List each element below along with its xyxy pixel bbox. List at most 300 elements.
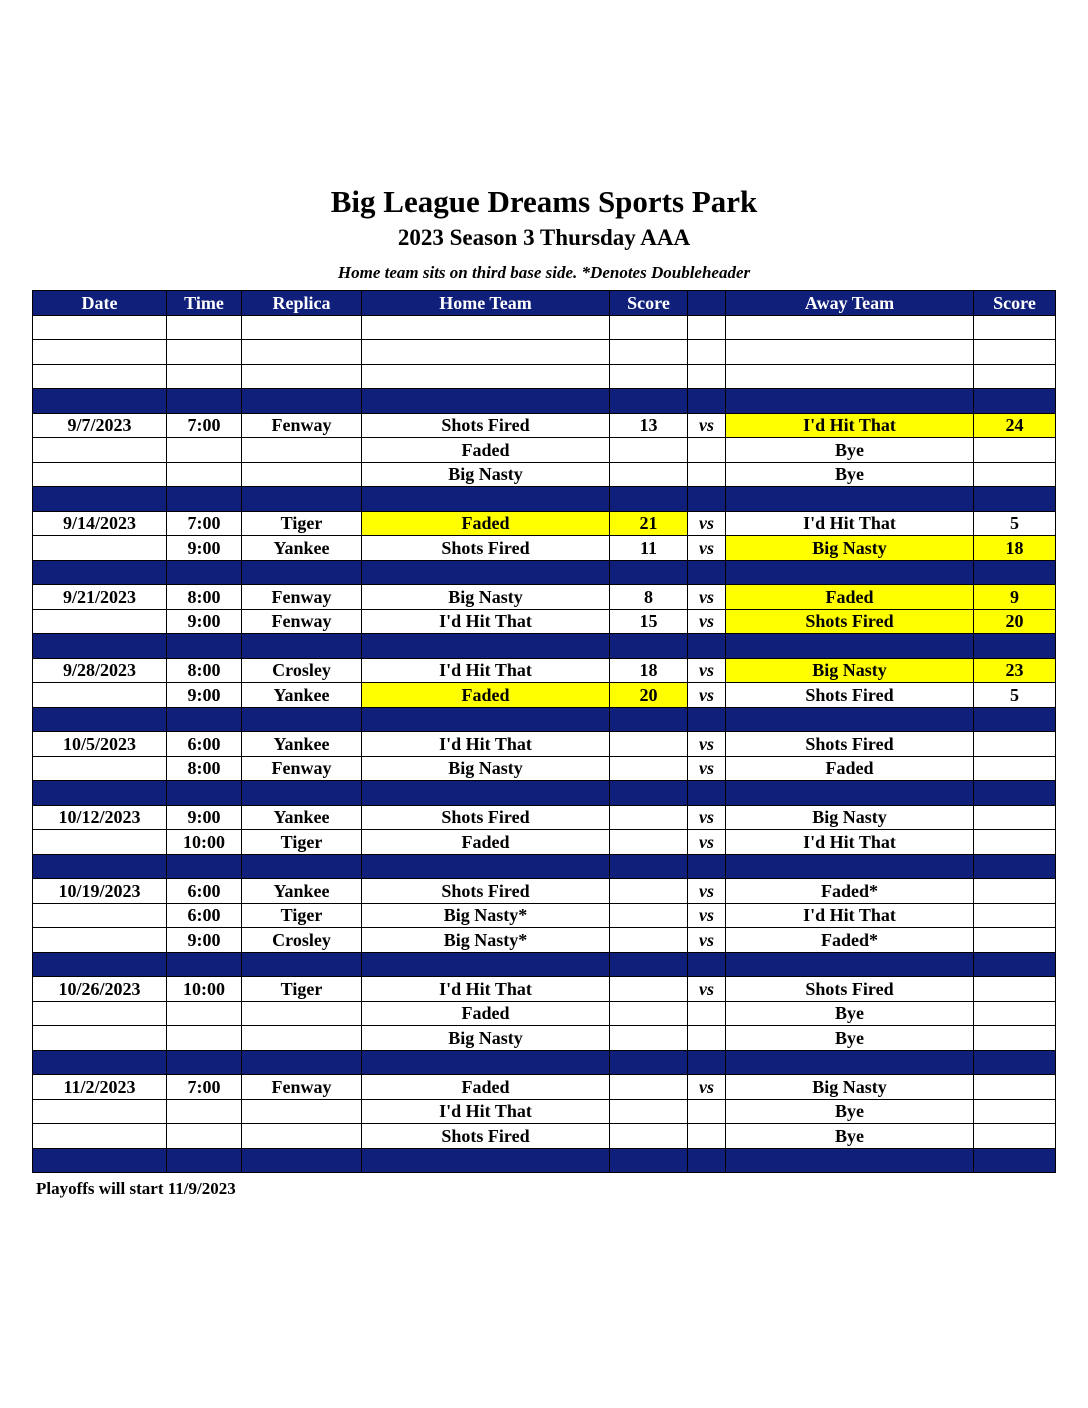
separator-cell <box>167 854 242 879</box>
vs-cell: vs <box>688 1075 726 1100</box>
separator-cell <box>362 707 610 732</box>
away-team-cell: Bye <box>726 1001 974 1026</box>
away-score-cell <box>974 928 1056 953</box>
separator-cell <box>362 634 610 659</box>
away-team-cell: Bye <box>726 438 974 463</box>
separator-cell <box>974 487 1056 512</box>
vs-cell <box>688 1001 726 1026</box>
away-team-cell: Shots Fired <box>726 732 974 757</box>
table-row <box>33 830 1056 855</box>
home-score-cell <box>610 1124 688 1149</box>
date-cell <box>33 1001 167 1026</box>
separator-cell <box>610 1050 688 1075</box>
week-separator-row <box>33 487 1056 512</box>
separator-cell <box>33 707 167 732</box>
vs-cell: vs <box>688 977 726 1002</box>
separator-cell <box>974 634 1056 659</box>
separator-cell <box>242 560 362 585</box>
date-cell <box>33 340 167 365</box>
time-cell: 8:00 <box>167 658 242 683</box>
vs-cell <box>688 462 726 487</box>
table-row <box>33 315 1056 340</box>
separator-cell <box>688 1050 726 1075</box>
replica-cell: Yankee <box>242 732 362 757</box>
date-cell: 9/7/2023 <box>33 413 167 438</box>
home-score-cell <box>610 1099 688 1124</box>
time-cell <box>167 1099 242 1124</box>
separator-cell <box>33 389 167 414</box>
home-team-cell: Faded <box>362 438 610 463</box>
separator-cell <box>726 634 974 659</box>
away-team-cell: Faded <box>726 585 974 610</box>
time-cell: 6:00 <box>167 879 242 904</box>
date-cell: 10/5/2023 <box>33 732 167 757</box>
table-row <box>33 928 1056 953</box>
away-team-cell: Faded <box>726 756 974 781</box>
separator-cell <box>33 854 167 879</box>
separator-cell <box>688 560 726 585</box>
away-score-cell <box>974 903 1056 928</box>
home-score-cell <box>610 928 688 953</box>
time-cell: 6:00 <box>167 903 242 928</box>
away-team-cell: Faded* <box>726 928 974 953</box>
home-score-cell <box>610 903 688 928</box>
replica-cell: Fenway <box>242 1075 362 1100</box>
time-cell: 7:00 <box>167 1075 242 1100</box>
home-score-cell: 18 <box>610 658 688 683</box>
separator-cell <box>610 781 688 806</box>
time-cell <box>167 438 242 463</box>
separator-cell <box>242 781 362 806</box>
home-score-cell <box>610 830 688 855</box>
replica-cell: Fenway <box>242 585 362 610</box>
separator-cell <box>610 487 688 512</box>
week-separator-row <box>33 560 1056 585</box>
replica-cell <box>242 340 362 365</box>
away-team-cell: Shots Fired <box>726 609 974 634</box>
replica-cell: Tiger <box>242 977 362 1002</box>
time-cell: 9:00 <box>167 928 242 953</box>
away-score-cell: 9 <box>974 585 1056 610</box>
page-subtitle: 2023 Season 3 Thursday AAA <box>397 225 691 250</box>
date-cell <box>33 830 167 855</box>
home-team-cell: I'd Hit That <box>362 1099 610 1124</box>
separator-cell <box>974 854 1056 879</box>
home-team-cell: Shots Fired <box>362 413 610 438</box>
replica-cell: Yankee <box>242 536 362 561</box>
separator-cell <box>33 1050 167 1075</box>
vs-cell: vs <box>688 536 726 561</box>
separator-cell <box>242 854 362 879</box>
week-separator-row <box>33 707 1056 732</box>
vs-cell <box>688 1124 726 1149</box>
col-home-score-header: Score <box>610 291 688 316</box>
away-team-cell <box>726 315 974 340</box>
separator-cell <box>33 952 167 977</box>
home-score-cell <box>610 364 688 389</box>
replica-cell: Tiger <box>242 903 362 928</box>
away-team-cell: Bye <box>726 1026 974 1051</box>
table-row <box>33 879 1056 904</box>
time-cell: 9:00 <box>167 609 242 634</box>
separator-cell <box>362 1050 610 1075</box>
separator-cell <box>167 1148 242 1173</box>
home-team-cell: I'd Hit That <box>362 609 610 634</box>
away-team-cell: I'd Hit That <box>726 830 974 855</box>
home-score-cell <box>610 438 688 463</box>
schedule-table <box>32 290 1056 1173</box>
week-separator-row <box>33 854 1056 879</box>
table-row <box>33 364 1056 389</box>
separator-cell <box>242 952 362 977</box>
home-team-cell: I'd Hit That <box>362 658 610 683</box>
home-score-cell <box>610 756 688 781</box>
separator-cell <box>688 781 726 806</box>
table-row <box>33 536 1056 561</box>
away-score-cell <box>974 340 1056 365</box>
table-row <box>33 1099 1056 1124</box>
date-cell <box>33 683 167 708</box>
vs-cell: vs <box>688 683 726 708</box>
home-score-cell <box>610 462 688 487</box>
vs-cell <box>688 315 726 340</box>
separator-cell <box>167 781 242 806</box>
separator-cell <box>33 781 167 806</box>
home-score-cell: 20 <box>610 683 688 708</box>
replica-cell <box>242 1026 362 1051</box>
time-cell <box>167 1001 242 1026</box>
week-separator-row <box>33 389 1056 414</box>
separator-cell <box>362 952 610 977</box>
date-cell: 10/19/2023 <box>33 879 167 904</box>
date-cell: 9/28/2023 <box>33 658 167 683</box>
home-team-cell <box>362 315 610 340</box>
separator-cell <box>167 634 242 659</box>
separator-cell <box>726 952 974 977</box>
away-score-cell <box>974 1001 1056 1026</box>
date-cell <box>33 928 167 953</box>
separator-cell <box>610 707 688 732</box>
date-cell: 9/14/2023 <box>33 511 167 536</box>
separator-cell <box>362 487 610 512</box>
away-score-cell: 24 <box>974 413 1056 438</box>
separator-cell <box>974 781 1056 806</box>
away-score-cell <box>974 1124 1056 1149</box>
separator-cell <box>974 1148 1056 1173</box>
replica-cell: Yankee <box>242 879 362 904</box>
time-cell: 6:00 <box>167 732 242 757</box>
away-team-cell: Shots Fired <box>726 977 974 1002</box>
home-team-cell: Big Nasty <box>362 756 610 781</box>
replica-cell: Tiger <box>242 830 362 855</box>
separator-cell <box>610 634 688 659</box>
col-replica-header: Replica <box>242 291 362 316</box>
separator-cell <box>726 487 974 512</box>
table-row <box>33 609 1056 634</box>
home-score-cell <box>610 1026 688 1051</box>
time-cell: 7:00 <box>167 511 242 536</box>
away-score-cell: 20 <box>974 609 1056 634</box>
home-team-cell: Faded <box>362 683 610 708</box>
away-team-cell: I'd Hit That <box>726 413 974 438</box>
time-cell <box>167 340 242 365</box>
time-cell <box>167 462 242 487</box>
table-row <box>33 756 1056 781</box>
date-cell <box>33 536 167 561</box>
vs-cell: vs <box>688 756 726 781</box>
away-score-cell: 5 <box>974 683 1056 708</box>
separator-cell <box>974 1050 1056 1075</box>
away-team-cell: Big Nasty <box>726 805 974 830</box>
home-team-cell <box>362 340 610 365</box>
vs-cell: vs <box>688 609 726 634</box>
away-team-cell: Big Nasty <box>726 536 974 561</box>
time-cell <box>167 315 242 340</box>
separator-cell <box>726 560 974 585</box>
away-team-cell: I'd Hit That <box>726 511 974 536</box>
time-cell: 9:00 <box>167 536 242 561</box>
vs-cell: vs <box>688 413 726 438</box>
separator-cell <box>167 952 242 977</box>
separator-cell <box>167 560 242 585</box>
away-score-cell: 23 <box>974 658 1056 683</box>
away-team-cell: Shots Fired <box>726 683 974 708</box>
date-cell <box>33 1124 167 1149</box>
time-cell: 8:00 <box>167 585 242 610</box>
home-score-cell: 13 <box>610 413 688 438</box>
home-team-cell <box>362 364 610 389</box>
time-cell: 10:00 <box>167 830 242 855</box>
date-cell <box>33 1099 167 1124</box>
away-score-cell <box>974 438 1056 463</box>
vs-cell: vs <box>688 658 726 683</box>
home-score-cell <box>610 1001 688 1026</box>
time-cell <box>167 1124 242 1149</box>
separator-cell <box>167 487 242 512</box>
page-title: Big League Dreams Sports Park <box>330 184 758 219</box>
col-away-score-header: Score <box>974 291 1056 316</box>
table-row <box>33 683 1056 708</box>
header-row <box>33 291 1056 316</box>
vs-cell: vs <box>688 830 726 855</box>
home-score-cell <box>610 1075 688 1100</box>
col-away-team-header: Away Team <box>726 291 974 316</box>
vs-cell: vs <box>688 903 726 928</box>
away-score-cell <box>974 756 1056 781</box>
home-team-cell: Big Nasty <box>362 1026 610 1051</box>
week-separator-row <box>33 1148 1056 1173</box>
separator-cell <box>726 707 974 732</box>
separator-cell <box>610 952 688 977</box>
separator-cell <box>726 854 974 879</box>
col-date-header: Date <box>33 291 167 316</box>
away-team-cell <box>726 340 974 365</box>
away-team-cell: Big Nasty <box>726 1075 974 1100</box>
vs-cell: vs <box>688 805 726 830</box>
date-cell: 10/12/2023 <box>33 805 167 830</box>
schedule-body <box>33 315 1056 1173</box>
vs-cell <box>688 340 726 365</box>
separator-cell <box>242 1050 362 1075</box>
col-time-header: Time <box>167 291 242 316</box>
home-team-cell: Faded <box>362 511 610 536</box>
date-cell <box>33 1026 167 1051</box>
table-row <box>33 438 1056 463</box>
home-team-cell: Big Nasty <box>362 462 610 487</box>
home-team-cell: Big Nasty* <box>362 903 610 928</box>
home-team-cell: I'd Hit That <box>362 732 610 757</box>
col-home-team-header: Home Team <box>362 291 610 316</box>
home-team-cell: Shots Fired <box>362 879 610 904</box>
away-score-cell <box>974 1075 1056 1100</box>
week-separator-row <box>33 634 1056 659</box>
replica-cell <box>242 1124 362 1149</box>
time-cell <box>167 1026 242 1051</box>
away-score-cell <box>974 830 1056 855</box>
separator-cell <box>726 389 974 414</box>
replica-cell: Fenway <box>242 609 362 634</box>
separator-cell <box>688 707 726 732</box>
replica-cell: Tiger <box>242 511 362 536</box>
separator-cell <box>242 634 362 659</box>
table-row <box>33 1001 1056 1026</box>
date-cell <box>33 315 167 340</box>
home-score-cell <box>610 340 688 365</box>
separator-cell <box>242 1148 362 1173</box>
home-team-cell: Faded <box>362 1001 610 1026</box>
away-score-cell <box>974 879 1056 904</box>
vs-cell <box>688 438 726 463</box>
home-score-cell <box>610 315 688 340</box>
replica-cell <box>242 364 362 389</box>
separator-cell <box>33 487 167 512</box>
away-team-cell: I'd Hit That <box>726 903 974 928</box>
time-cell: 9:00 <box>167 805 242 830</box>
away-score-cell <box>974 1026 1056 1051</box>
week-separator-row <box>33 1050 1056 1075</box>
week-separator-row <box>33 952 1056 977</box>
home-score-cell: 15 <box>610 609 688 634</box>
separator-cell <box>242 707 362 732</box>
separator-cell <box>688 1148 726 1173</box>
separator-cell <box>167 707 242 732</box>
separator-cell <box>610 854 688 879</box>
doubleheader-note: Home team sits on third base side. *Denotes Doubleheader <box>337 263 751 282</box>
date-cell <box>33 364 167 389</box>
vs-cell: vs <box>688 732 726 757</box>
home-team-cell: Shots Fired <box>362 536 610 561</box>
replica-cell <box>242 438 362 463</box>
playoffs-note: Playoffs will start 11/9/2023 <box>36 1179 236 1198</box>
table-row <box>33 413 1056 438</box>
replica-cell: Yankee <box>242 683 362 708</box>
home-score-cell <box>610 977 688 1002</box>
separator-cell <box>726 781 974 806</box>
vs-cell: vs <box>688 879 726 904</box>
separator-cell <box>974 389 1056 414</box>
separator-cell <box>33 1148 167 1173</box>
table-row <box>33 585 1056 610</box>
separator-cell <box>688 854 726 879</box>
replica-cell <box>242 1001 362 1026</box>
away-score-cell <box>974 732 1056 757</box>
home-score-cell: 21 <box>610 511 688 536</box>
separator-cell <box>610 560 688 585</box>
table-row <box>33 340 1056 365</box>
separator-cell <box>242 487 362 512</box>
home-score-cell: 11 <box>610 536 688 561</box>
away-score-cell <box>974 315 1056 340</box>
replica-cell: Fenway <box>242 413 362 438</box>
date-cell: 11/2/2023 <box>33 1075 167 1100</box>
away-team-cell: Bye <box>726 462 974 487</box>
separator-cell <box>167 389 242 414</box>
vs-cell <box>688 1099 726 1124</box>
home-team-cell: Faded <box>362 1075 610 1100</box>
separator-cell <box>974 560 1056 585</box>
replica-cell: Yankee <box>242 805 362 830</box>
separator-cell <box>974 707 1056 732</box>
table-row <box>33 462 1056 487</box>
separator-cell <box>688 952 726 977</box>
col-vs-header <box>688 291 726 316</box>
replica-cell <box>242 1099 362 1124</box>
home-score-cell: 8 <box>610 585 688 610</box>
separator-cell <box>726 1050 974 1075</box>
home-score-cell <box>610 805 688 830</box>
vs-cell: vs <box>688 585 726 610</box>
table-row <box>33 977 1056 1002</box>
away-score-cell <box>974 462 1056 487</box>
vs-cell: vs <box>688 511 726 536</box>
away-score-cell <box>974 1099 1056 1124</box>
separator-cell <box>688 487 726 512</box>
replica-cell <box>242 315 362 340</box>
home-score-cell <box>610 732 688 757</box>
table-row <box>33 511 1056 536</box>
time-cell: 9:00 <box>167 683 242 708</box>
date-cell <box>33 756 167 781</box>
table-row <box>33 805 1056 830</box>
table-row <box>33 732 1056 757</box>
separator-cell <box>974 952 1056 977</box>
replica-cell: Crosley <box>242 658 362 683</box>
time-cell <box>167 364 242 389</box>
vs-cell <box>688 1026 726 1051</box>
separator-cell <box>362 389 610 414</box>
date-cell <box>33 609 167 634</box>
away-team-cell: Faded* <box>726 879 974 904</box>
date-cell <box>33 903 167 928</box>
time-cell: 10:00 <box>167 977 242 1002</box>
separator-cell <box>167 1050 242 1075</box>
separator-cell <box>610 1148 688 1173</box>
table-row <box>33 658 1056 683</box>
home-score-cell <box>610 879 688 904</box>
separator-cell <box>362 1148 610 1173</box>
away-score-cell: 18 <box>974 536 1056 561</box>
replica-cell: Crosley <box>242 928 362 953</box>
replica-cell: Fenway <box>242 756 362 781</box>
away-score-cell <box>974 364 1056 389</box>
home-team-cell: Big Nasty <box>362 585 610 610</box>
away-team-cell: Big Nasty <box>726 658 974 683</box>
separator-cell <box>362 781 610 806</box>
away-score-cell: 5 <box>974 511 1056 536</box>
vs-cell <box>688 364 726 389</box>
time-cell: 7:00 <box>167 413 242 438</box>
time-cell: 8:00 <box>167 756 242 781</box>
